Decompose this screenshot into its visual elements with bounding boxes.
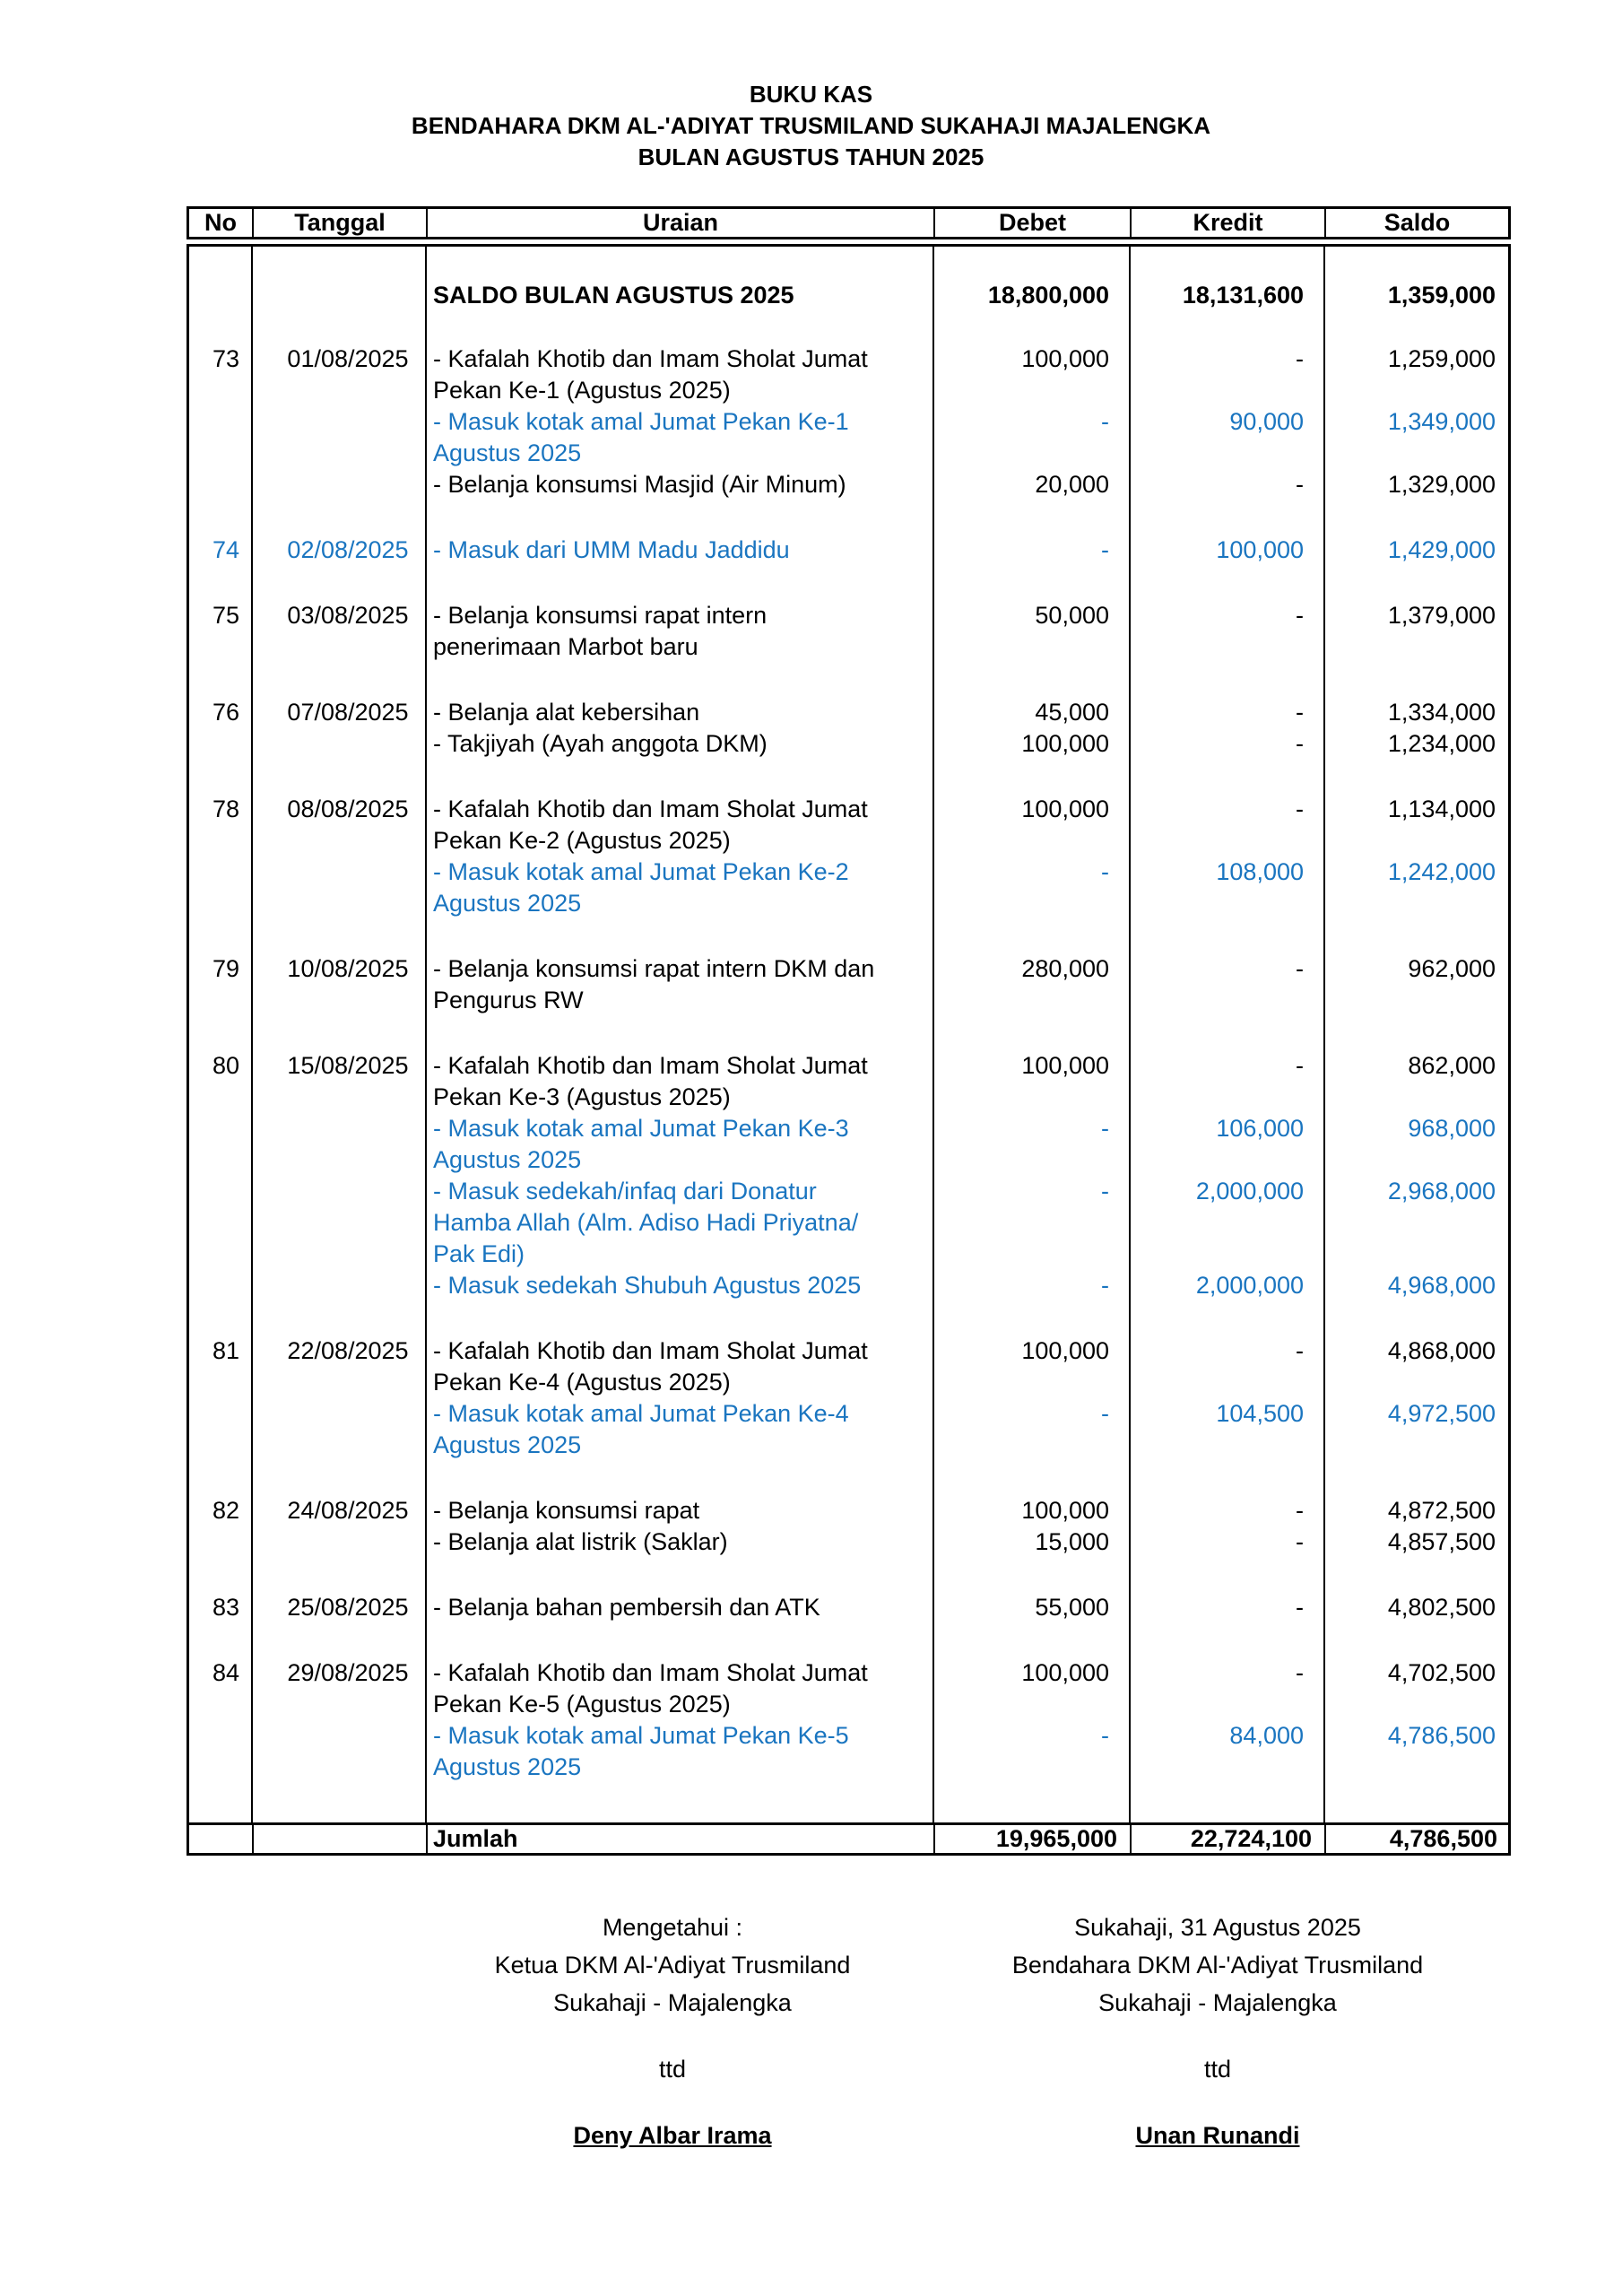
ledger-continuation-line: [189, 631, 1508, 663]
entry-debet: 100,000: [1021, 796, 1109, 822]
signature-ttd: ttd: [1203, 2056, 1232, 2083]
entry-kredit: 108,000: [1216, 858, 1304, 885]
entry-kredit: -: [1296, 602, 1304, 629]
ledger-entry-row: [189, 535, 1508, 566]
entry-description: Hamba Allah (Alm. Adiso Hadi Priyatna/: [433, 1209, 859, 1236]
entry-number: 78: [212, 796, 240, 822]
entry-date: 02/08/2025: [287, 536, 409, 563]
entry-saldo: 1,242,000: [1387, 858, 1496, 885]
ledger-continuation-line: [189, 888, 1508, 919]
document-period: BULAN AGUSTUS TAHUN 2025: [638, 144, 984, 170]
ledger-entry-row: [189, 794, 1508, 825]
ledger-entry-row: [189, 600, 1508, 631]
entry-debet: -: [1101, 1178, 1109, 1205]
entry-description: - Belanja konsumsi rapat intern: [433, 602, 768, 629]
entry-description: Pengurus RW: [433, 987, 584, 1013]
entry-debet: -: [1101, 1272, 1109, 1299]
entry-number: 82: [212, 1497, 240, 1524]
ledger-entry-row: [189, 344, 1508, 375]
ledger-entry-row: [189, 1335, 1508, 1367]
ledger-entry-row: [189, 1495, 1508, 1526]
entry-date: 03/08/2025: [287, 602, 409, 629]
entry-saldo: 1,334,000: [1387, 699, 1496, 726]
entry-description: Agustus 2025: [433, 1431, 582, 1458]
entry-description: Pak Edi): [433, 1240, 525, 1267]
total-kredit: 22,724,100: [1132, 1825, 1326, 1853]
entry-debet: 100,000: [1021, 730, 1109, 757]
ledger-continuation-line: [189, 1176, 1508, 1207]
entry-saldo: 4,786,500: [1387, 1722, 1496, 1749]
entry-description: - Belanja konsumsi rapat intern DKM dan: [433, 955, 875, 982]
entry-description: Agustus 2025: [433, 439, 582, 466]
entry-date: 22/08/2025: [287, 1337, 409, 1364]
entry-kredit: 2,000,000: [1195, 1272, 1304, 1299]
entry-saldo: 968,000: [1408, 1115, 1496, 1142]
entry-saldo: 4,868,000: [1387, 1337, 1496, 1364]
entry-number: 75: [212, 602, 240, 629]
total-tanggal-cell: [254, 1825, 428, 1853]
entry-debet: -: [1101, 1722, 1109, 1749]
entry-description: - Kafalah Khotib dan Imam Sholat Jumat: [433, 1052, 868, 1079]
table-body: [186, 244, 1511, 1822]
entry-description: - Kafalah Khotib dan Imam Sholat Jumat: [433, 1659, 868, 1686]
entry-kredit: 2,000,000: [1195, 1178, 1304, 1205]
entry-kredit: 106,000: [1216, 1115, 1304, 1142]
entry-debet: 45,000: [1035, 699, 1109, 726]
entry-description: - Masuk dari UMM Madu Jaddidu: [433, 536, 790, 563]
entry-description: - Kafalah Khotib dan Imam Sholat Jumat: [433, 345, 868, 372]
entry-kredit: -: [1296, 345, 1304, 372]
entry-saldo: 1,234,000: [1387, 730, 1496, 757]
entry-saldo: 4,872,500: [1387, 1497, 1496, 1524]
entry-debet: 100,000: [1021, 1497, 1109, 1524]
ledger-continuation-line: [189, 728, 1508, 760]
entry-description: Pekan Ke-4 (Agustus 2025): [433, 1369, 731, 1396]
entry-date: 25/08/2025: [287, 1594, 409, 1621]
entry-description: - Kafalah Khotib dan Imam Sholat Jumat: [433, 1337, 868, 1364]
entry-saldo: 4,857,500: [1387, 1528, 1496, 1555]
ledger-continuation-line: [189, 1367, 1508, 1398]
column-header-no: No: [189, 209, 254, 237]
entry-description: Pekan Ke-3 (Agustus 2025): [433, 1083, 731, 1110]
entry-date: 29/08/2025: [287, 1659, 409, 1686]
ledger-continuation-line: [189, 985, 1508, 1016]
entry-date: 01/08/2025: [287, 345, 409, 372]
ledger-continuation-line: [189, 1430, 1508, 1461]
ledger-entry-row: [189, 1657, 1508, 1689]
entry-debet: -: [1101, 858, 1109, 885]
entry-debet: 15,000: [1035, 1528, 1109, 1555]
entry-kredit: -: [1296, 699, 1304, 726]
opening-debet: 18,800,000: [987, 282, 1109, 309]
signature-block-ketua: [359, 1909, 986, 2154]
column-header-uraian: Uraian: [428, 209, 935, 237]
entry-saldo: 1,349,000: [1387, 408, 1496, 435]
entry-description: - Belanja bahan pembersih dan ATK: [433, 1594, 820, 1621]
entry-saldo: 962,000: [1408, 955, 1496, 982]
ledger-continuation-line: [189, 1239, 1508, 1270]
entry-debet: 100,000: [1021, 1052, 1109, 1079]
entry-description: - Masuk kotak amal Jumat Pekan Ke-2: [433, 858, 849, 885]
entry-number: 84: [212, 1659, 240, 1686]
entry-number: 79: [212, 955, 240, 982]
entry-description: - Belanja alat listrik (Saklar): [433, 1528, 728, 1555]
signer-name: Unan Runandi: [1135, 2122, 1300, 2149]
opening-balance-label: SALDO BULAN AGUSTUS 2025: [433, 282, 794, 309]
ledger-continuation-line: [189, 825, 1508, 857]
column-header-tanggal: Tanggal: [254, 209, 428, 237]
ledger-continuation-line: [189, 1689, 1508, 1720]
entry-description: Pekan Ke-1 (Agustus 2025): [433, 377, 731, 404]
entry-saldo: 2,968,000: [1387, 1178, 1496, 1205]
column-header-debet: Debet: [935, 209, 1132, 237]
column-header-kredit: Kredit: [1132, 209, 1326, 237]
document-subtitle: BENDAHARA DKM AL-'ADIYAT TRUSMILAND SUKAHAJI MAJALENGKA: [411, 112, 1211, 139]
entry-number: 73: [212, 345, 240, 372]
entry-description: - Belanja alat kebersihan: [433, 699, 700, 726]
signature-ttd: ttd: [658, 2056, 687, 2083]
entry-kredit: 90,000: [1229, 408, 1304, 435]
entry-description: Agustus 2025: [433, 890, 582, 917]
entry-debet: 50,000: [1035, 602, 1109, 629]
entry-description: - Masuk kotak amal Jumat Pekan Ke-4: [433, 1400, 849, 1427]
ledger-continuation-line: [189, 1144, 1508, 1176]
entry-description: - Masuk kotak amal Jumat Pekan Ke-5: [433, 1722, 849, 1749]
entry-debet: 100,000: [1021, 345, 1109, 372]
entry-kredit: -: [1296, 1594, 1304, 1621]
entry-description: - Belanja konsumsi rapat: [433, 1497, 700, 1524]
ledger-continuation-line: [189, 469, 1508, 500]
entry-debet: -: [1101, 536, 1109, 563]
total-no-cell: [189, 1825, 254, 1853]
entry-saldo: 1,134,000: [1387, 796, 1496, 822]
entry-debet: -: [1101, 1115, 1109, 1142]
entry-saldo: 4,802,500: [1387, 1594, 1496, 1621]
ledger-entry-row: [189, 953, 1508, 985]
ledger-continuation-line: [189, 1752, 1508, 1783]
signature-role: Bendahara DKM Al-'Adiyat Trusmiland: [1011, 1952, 1424, 1979]
entry-saldo: 4,702,500: [1387, 1659, 1496, 1686]
entry-kredit: -: [1296, 1528, 1304, 1555]
column-header-saldo: Saldo: [1383, 209, 1451, 236]
entry-saldo: 1,259,000: [1387, 345, 1496, 372]
entry-kredit: 104,500: [1216, 1400, 1304, 1427]
entry-debet: 55,000: [1035, 1594, 1109, 1621]
ledger-continuation-line: [189, 1398, 1508, 1430]
entry-number: 83: [212, 1594, 240, 1621]
entry-date: 10/08/2025: [287, 955, 409, 982]
entry-debet: 100,000: [1021, 1337, 1109, 1364]
entry-kredit: -: [1296, 1052, 1304, 1079]
opening-balance-row: [189, 280, 1508, 311]
entry-debet: 20,000: [1035, 471, 1109, 498]
entry-saldo: 4,968,000: [1387, 1272, 1496, 1299]
ledger-entry-row: [189, 1592, 1508, 1623]
entry-description: - Masuk kotak amal Jumat Pekan Ke-3: [433, 1115, 849, 1142]
entry-saldo: 862,000: [1408, 1052, 1496, 1079]
entry-number: 81: [212, 1337, 240, 1364]
document-title: BUKU KAS: [749, 81, 873, 108]
entry-description: Agustus 2025: [433, 1146, 582, 1173]
entry-date: 07/08/2025: [287, 699, 409, 726]
total-row: [186, 1822, 1511, 1856]
entry-saldo: 4,972,500: [1387, 1400, 1496, 1427]
ledger-continuation-line: [189, 375, 1508, 406]
entry-description: - Masuk sedekah Shubuh Agustus 2025: [433, 1272, 862, 1299]
entry-date: 15/08/2025: [287, 1052, 409, 1079]
ledger-continuation-line: [189, 1113, 1508, 1144]
ledger-continuation-line: [189, 1720, 1508, 1752]
entry-saldo: 1,429,000: [1387, 536, 1496, 563]
signature-block-bendahara: [904, 1909, 1531, 2154]
ledger-continuation-line: [189, 1207, 1508, 1239]
entry-kredit: 100,000: [1216, 536, 1304, 563]
entry-description: Pekan Ke-2 (Agustus 2025): [433, 827, 731, 854]
entry-number: 76: [212, 699, 240, 726]
entry-kredit: -: [1296, 1659, 1304, 1686]
entry-date: 08/08/2025: [287, 796, 409, 822]
signature-location: Sukahaji - Majalengka: [553, 1989, 792, 2016]
entry-description: Pekan Ke-5 (Agustus 2025): [433, 1691, 731, 1718]
entry-kredit: -: [1296, 471, 1304, 498]
ledger-continuation-line: [189, 1270, 1508, 1301]
entry-saldo: 1,329,000: [1387, 471, 1496, 498]
ledger-continuation-line: [189, 438, 1508, 469]
entry-debet: 280,000: [1021, 955, 1109, 982]
entry-kredit: -: [1296, 955, 1304, 982]
entry-kredit: -: [1296, 1497, 1304, 1524]
entry-kredit: -: [1296, 730, 1304, 757]
ledger-continuation-line: [189, 857, 1508, 888]
signature-role: Ketua DKM Al-'Adiyat Trusmiland: [494, 1952, 851, 1979]
ledger-entry-row: [189, 697, 1508, 728]
entry-description: - Masuk kotak amal Jumat Pekan Ke-1: [433, 408, 849, 435]
entry-description: - Takjiyah (Ayah anggota DKM): [433, 730, 768, 757]
total-label: Jumlah: [428, 1825, 935, 1853]
entry-kredit: 84,000: [1229, 1722, 1304, 1749]
entry-date: 24/08/2025: [287, 1497, 409, 1524]
signature-location: Sukahaji - Majalengka: [1098, 1989, 1337, 2016]
ledger-continuation-line: [189, 406, 1508, 438]
table-header: [186, 206, 1511, 239]
opening-saldo: 1,359,000: [1387, 282, 1496, 309]
entry-debet: -: [1101, 408, 1109, 435]
signature-acknowledge: Mengetahui :: [602, 1914, 743, 1941]
signature-date: Sukahaji, 31 Agustus 2025: [1074, 1914, 1361, 1941]
ledger-entry-row: [189, 1050, 1508, 1082]
entry-kredit: -: [1296, 796, 1304, 822]
entry-debet: 100,000: [1021, 1659, 1109, 1686]
entry-saldo: 1,379,000: [1387, 602, 1496, 629]
entry-description: penerimaan Marbot baru: [433, 633, 698, 660]
entry-number: 74: [212, 536, 240, 563]
entry-kredit: -: [1296, 1337, 1304, 1364]
entry-number: 80: [212, 1052, 240, 1079]
total-saldo: 4,786,500: [1389, 1825, 1497, 1852]
entry-description: Agustus 2025: [433, 1753, 582, 1780]
entry-description: - Kafalah Khotib dan Imam Sholat Jumat: [433, 796, 868, 822]
entry-description: - Belanja konsumsi Masjid (Air Minum): [433, 471, 846, 498]
ledger-continuation-line: [189, 1526, 1508, 1558]
entry-description: - Masuk sedekah/infaq dari Donatur: [433, 1178, 817, 1205]
opening-kredit: 18,131,600: [1182, 282, 1304, 309]
total-debet: 19,965,000: [935, 1825, 1132, 1853]
signer-name: Deny Albar Irama: [573, 2122, 772, 2149]
ledger-continuation-line: [189, 1082, 1508, 1113]
entry-debet: -: [1101, 1400, 1109, 1427]
